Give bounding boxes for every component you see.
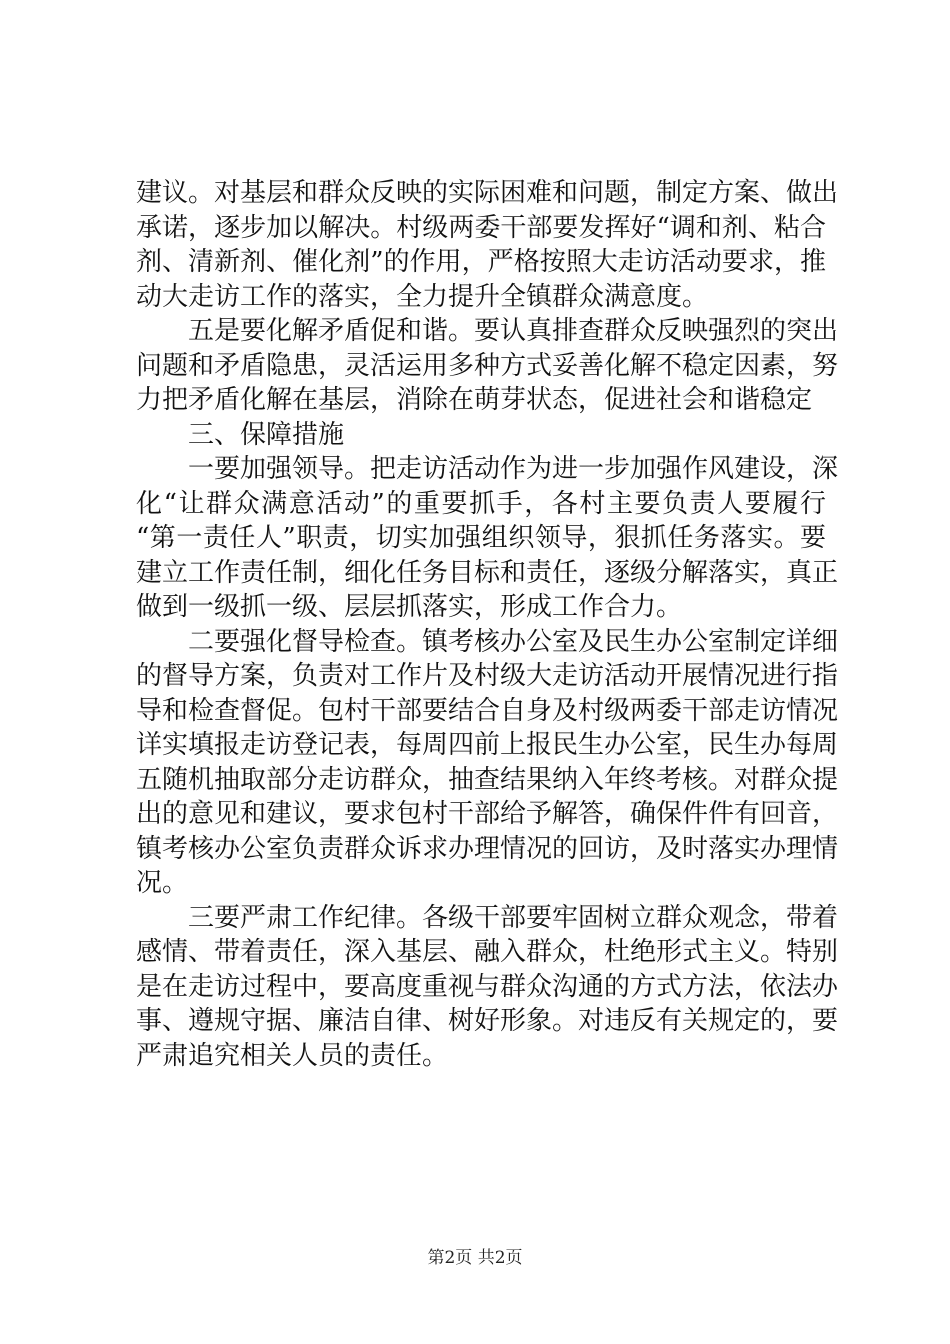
text-line: 况。	[136, 868, 189, 898]
text-line: 问题和矛盾隐患，灵活运用多种方式妥善化解不稳定因素，努	[136, 350, 839, 381]
text-line: 动大走访工作的落实，全力提升全镇群众满意度。	[136, 281, 709, 312]
text-line: 详实填报走访登记表，每周四前上报民生办公室，民生办每周	[136, 730, 839, 760]
text-line: 感情、带着责任，深入基层、融入群众，杜绝形式主义。特别	[136, 937, 839, 967]
text-line: 五是要化解矛盾促和谐。要认真排查群众反映强烈的突出	[188, 316, 839, 346]
section-heading-safeguards	[136, 418, 826, 453]
text-line: 力把矛盾化解在基层，消除在萌芽状态，促进社会和谐稳定	[136, 385, 813, 415]
paragraph-supervision-inspection	[136, 625, 839, 901]
paragraph-work-discipline	[136, 901, 839, 1074]
document-body	[136, 176, 839, 1073]
text-line: 二要强化督导检查。镇考核办公室及民生办公室制定详细	[188, 626, 839, 657]
text-line: “第一责任人”职责，切实加强组织领导，狠抓任务落实。要	[136, 523, 826, 553]
text-line: 是在走访过程中，要高度重视与群众沟通的方式方法，依法办	[136, 971, 839, 1002]
text-line: 五随机抽取部分走访群众，抽查结果纳入年终考核。对群众提	[136, 764, 839, 795]
text-line: 的督导方案，负责对工作片及村级大走访活动开展情况进行指	[136, 661, 839, 691]
text-line: 镇考核办公室负责群众诉求办理情况的回访，及时落实办理情	[136, 833, 839, 864]
text-line: 建立工作责任制，细化任务目标和责任，逐级分解落实，真正	[136, 557, 839, 588]
paragraph-strengthen-leadership	[136, 452, 839, 625]
text-line: 建议。对基层和群众反映的实际困难和问题，制定方案、做出	[136, 178, 839, 208]
text-line: 剂、清新剂、催化剂”的作用，严格按照大走访活动要求，推	[136, 247, 826, 277]
text-line: 导和检查督促。包村干部要结合自身及村级两委干部走访情况	[136, 695, 839, 726]
text-line: 一要加强领导。把走访活动作为进一步加强作风建设，深	[188, 454, 839, 484]
text-line: 三要严肃工作纪律。各级干部要牢固树立群众观念，带着	[188, 902, 839, 933]
text-line: 化“让群众满意活动”的重要抓手，各村主要负责人要履行	[136, 488, 826, 519]
text-line: 做到一级抓一级、层层抓落实，形成工作合力。	[136, 592, 683, 622]
text-line: 承诺，逐步加以解决。村级两委干部要发挥好“调和剂、粘合	[136, 212, 826, 243]
page-footer: 第2页 共2页	[427, 1248, 523, 1268]
text-line: 出的意见和建议，要求包村干部给予解答，确保件件有回音，	[136, 799, 839, 829]
paragraph-continued-suggestions	[136, 176, 839, 314]
section-heading: 三、保障措施	[188, 419, 345, 450]
text-line: 严肃追究相关人员的责任。	[136, 1040, 449, 1071]
paragraph-resolve-conflicts	[136, 314, 839, 418]
text-line: 事、遵规守据、廉洁自律、树好形象。对违反有关规定的，要	[136, 1006, 839, 1036]
